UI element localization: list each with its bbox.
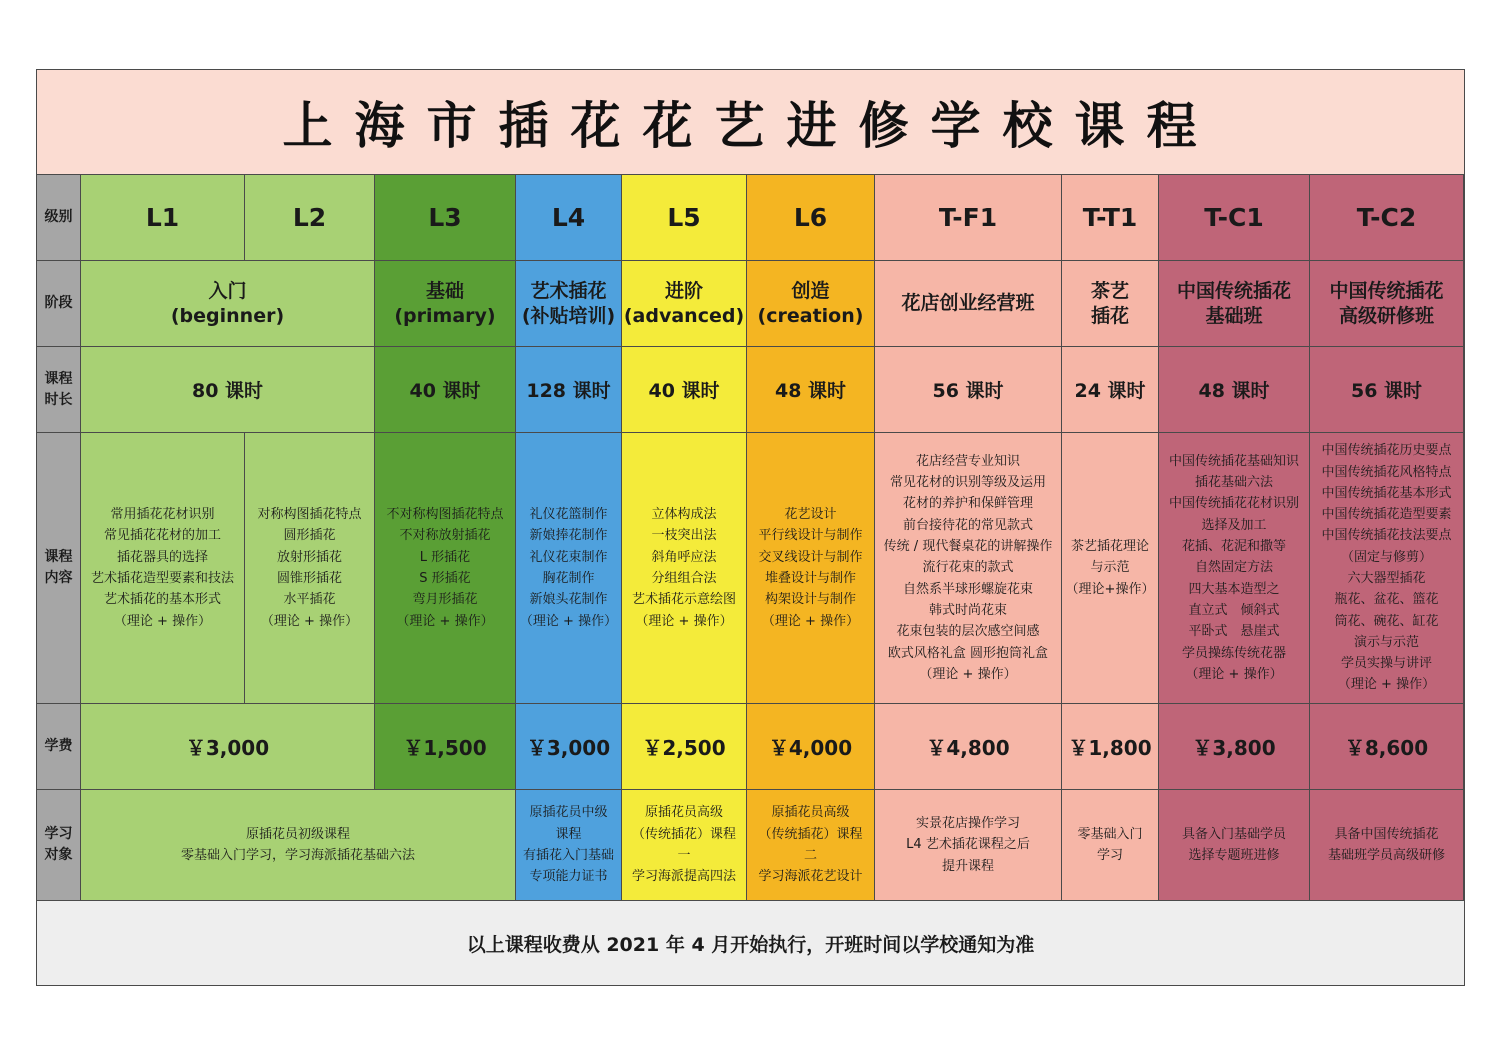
target-l4: 原插花员中级 课程 有插花入门基础 专项能力证书 [516,790,622,901]
stage-l4: 艺术插花 (补贴培训) [516,261,622,347]
course-sheet [36,69,1465,986]
content-l2: 对称构图插花特点 圆形插花 放射形插花 圆锥形插花 水平插花 （理论 + 操作） [245,433,375,704]
hours-l4: 128 课时 [516,347,622,433]
level-l1: L1 [81,175,245,261]
row-label-hours: 课程 时长 [37,347,81,433]
target-t-c1: 具备入门基础学员 选择专题班进修 [1159,790,1310,901]
level-l4: L4 [516,175,622,261]
stage-t-f1: 花店创业经营班 [875,261,1062,347]
content-l3: 不对称构图插花特点 不对称放射插花 L 形插花 S 形插花 弯月形插花 （理论 + 操作） [375,433,516,704]
row-label-level: 级别 [37,175,81,261]
level-t-f1: T-F1 [875,175,1062,261]
hours-l1-l2: 80 课时 [81,347,375,433]
content-t-c2: 中国传统插花历史要点 中国传统插花风格特点 中国传统插花基本形式 中国传统插花造型要素 中国传统插花技法要点 （固定与修剪） 六大器型插花 瓶花、盆花、篮花 筒花、碗花、缸花 演示与示范 学员实操与讲评 （理论 + 操作） [1310,433,1464,704]
row-label-stage: 阶段 [37,261,81,347]
stage-l5: 进阶 (advanced) [622,261,747,347]
level-t-t1: T-T1 [1062,175,1159,261]
stage-l6: 创造 (creation) [747,261,875,347]
page-title: 上海市插花花艺进修学校课程 [37,70,1464,175]
target-t-c2: 具备中国传统插花 基础班学员高级研修 [1310,790,1464,901]
stage-l3: 基础 (primary) [375,261,516,347]
hours-t-c2: 56 课时 [1310,347,1464,433]
content-t-t1: 茶艺插花理论 与示范 （理论+操作） [1062,433,1159,704]
stage-t-c1: 中国传统插花 基础班 [1159,261,1310,347]
level-l2: L2 [245,175,375,261]
fee-l3: ￥1,500 [375,704,516,790]
content-l4: 礼仪花篮制作 新娘捧花制作 礼仪花束制作 胸花制作 新娘头花制作 （理论 + 操作） [516,433,622,704]
target-t-f1: 实景花店操作学习 L4 艺术插花课程之后 提升课程 [875,790,1062,901]
level-t-c1: T-C1 [1159,175,1310,261]
footer-note: 以上课程收费从 2021 年 4 月开始执行，开班时间以学校通知为准 [37,901,1464,985]
fee-l1-l2: ￥3,000 [81,704,375,790]
target-t-t1: 零基础入门 学习 [1062,790,1159,901]
stage-t-t1: 茶艺 插花 [1062,261,1159,347]
row-label-fee: 学费 [37,704,81,790]
fee-t-t1: ￥1,800 [1062,704,1159,790]
level-l5: L5 [622,175,747,261]
level-l6: L6 [747,175,875,261]
row-label-target: 学习 对象 [37,790,81,901]
hours-t-t1: 24 课时 [1062,347,1159,433]
content-t-c1: 中国传统插花基础知识 插花基础六法 中国传统插花花材识别 选择及加工 花插、花泥和撒等 自然固定方法 四大基本造型之 直立式 倾斜式 平卧式 悬崖式 学员操练传统花器 （理论 + 操作） [1159,433,1310,704]
target-l5: 原插花员高级 （传统插花）课程 一 学习海派提高四法 [622,790,747,901]
fee-l6: ￥4,000 [747,704,875,790]
content-l1: 常用插花花材识别 常见插花花材的加工 插花器具的选择 艺术插花造型要素和技法 艺术插花的基本形式 （理论 + 操作） [81,433,245,704]
target-l6: 原插花员高级 （传统插花）课程 二 学习海派花艺设计 [747,790,875,901]
hours-t-c1: 48 课时 [1159,347,1310,433]
fee-t-f1: ￥4,800 [875,704,1062,790]
hours-t-f1: 56 课时 [875,347,1062,433]
hours-l3: 40 课时 [375,347,516,433]
hours-l5: 40 课时 [622,347,747,433]
stage-t-c2: 中国传统插花 高级研修班 [1310,261,1464,347]
fee-t-c2: ￥8,600 [1310,704,1464,790]
content-t-f1: 花店经营专业知识 常见花材的识别等级及运用 花材的养护和保鲜管理 前台接待花的常见款式 传统 / 现代餐桌花的讲解操作 流行花束的款式 自然系半球形螺旋花束 韩式时尚花束 花束包装的层次感空间感 欧式风格礼盒 圆形抱筒礼盒 （理论 + 操作） [875,433,1062,704]
level-t-c2: T-C2 [1310,175,1464,261]
content-l5: 立体构成法 一枝突出法 斜角呼应法 分组组合法 艺术插花示意绘图 （理论 + 操作） [622,433,747,704]
stage-l1-l2: 入门 (beginner) [81,261,375,347]
fee-l5: ￥2,500 [622,704,747,790]
hours-l6: 48 课时 [747,347,875,433]
level-l3: L3 [375,175,516,261]
course-table [37,175,1464,901]
content-l6: 花艺设计 平行线设计与制作 交叉线设计与制作 堆叠设计与制作 构架设计与制作 （理论 + 操作） [747,433,875,704]
fee-t-c1: ￥3,800 [1159,704,1310,790]
target-l1-l3: 原插花员初级课程 零基础入门学习，学习海派插花基础六法 [81,790,516,901]
row-label-content: 课程 内容 [37,433,81,704]
fee-l4: ￥3,000 [516,704,622,790]
